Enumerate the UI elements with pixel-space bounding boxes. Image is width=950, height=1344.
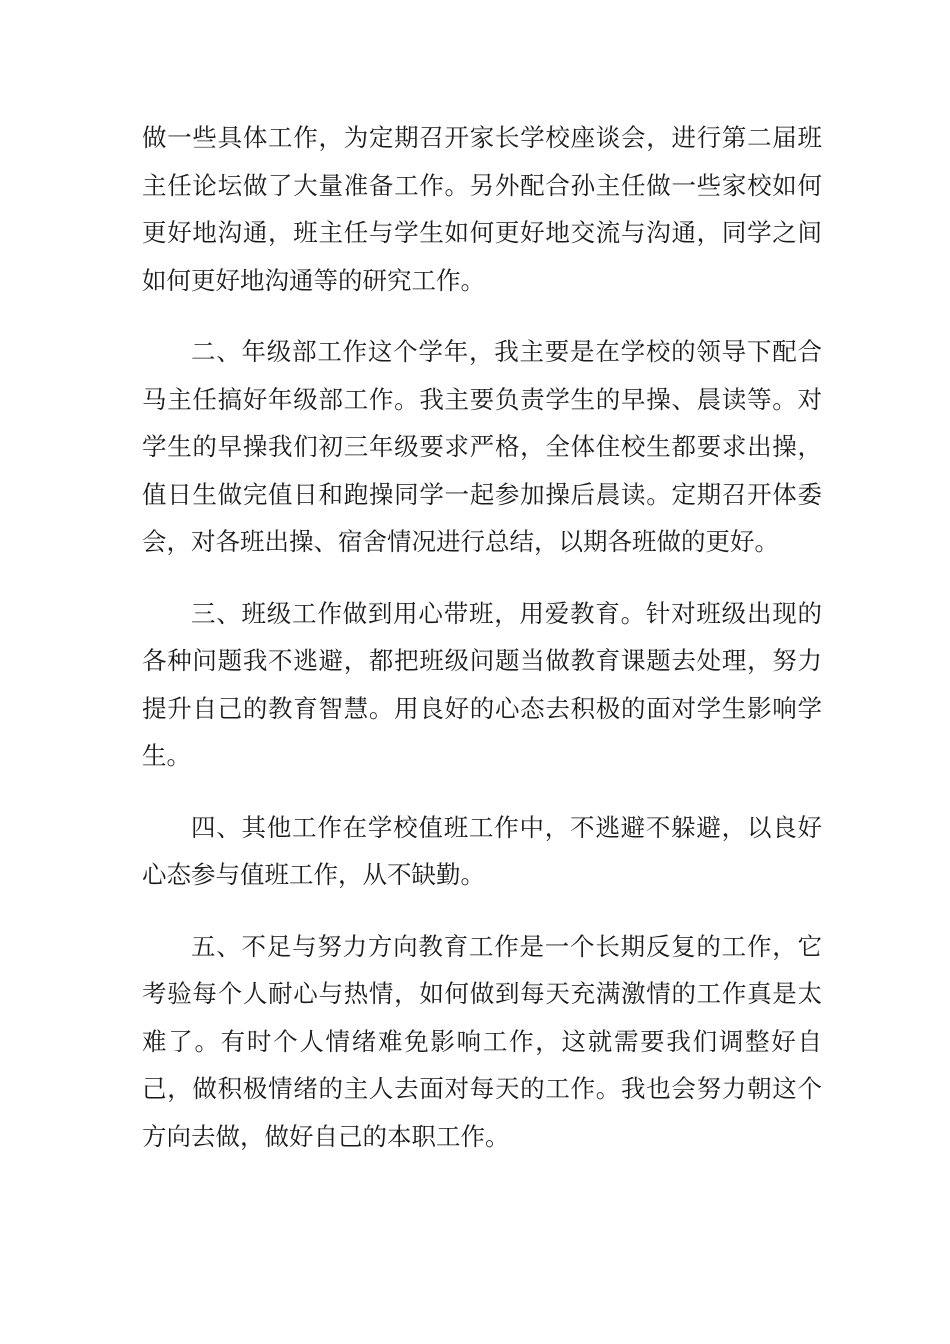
paragraph-class-work: 三、班级工作做到用心带班，用爱教育。针对班级出现的各种问题我不逃避，都把班级问题当做教育课题去处理，努力提升自己的教育智慧。用良好的心态去积极的面对学生影响学生。 bbox=[142, 598, 822, 770]
paragraph-continuation: 做一些具体工作，为定期召开家长学校座谈会，进行第二届班主任论坛做了大量准备工作。另外配合孙主任做一些家校如何更好地沟通，班主任与学生如何更好地交流与沟通，同学之间如何更好地沟通等的研究工作。 bbox=[142, 123, 822, 295]
paragraph-other-work: 四、其他工作在学校值班工作中，不逃避不躲避，以良好心态参与值班工作，从不缺勤。 bbox=[142, 812, 822, 889]
paragraph-shortcomings: 五、不足与努力方向教育工作是一个长期反复的工作，它考验每个人耐心与热情，如何做到每天充满激情的工作真是太难了。有时个人情绪难免影响工作，这就需要我们调整好自己，做积极情绪的主人去面对每天的工作。我也会努力朝这个方向去做，做好自己的本职工作。 bbox=[142, 931, 822, 1151]
document-body bbox=[142, 114, 822, 1184]
paragraph-grade-department: 二、年级部工作这个学年，我主要是在学校的领导下配合马主任搞好年级部工作。我主要负责学生的早操、晨读等。对学生的早操我们初三年级要求严格，全体住校生都要求出操，值日生做完值日和跑操同学一起参加操后晨读。定期召开体委会，对各班出操、宿舍情况进行总结，以期各班做的更好。 bbox=[142, 337, 822, 556]
